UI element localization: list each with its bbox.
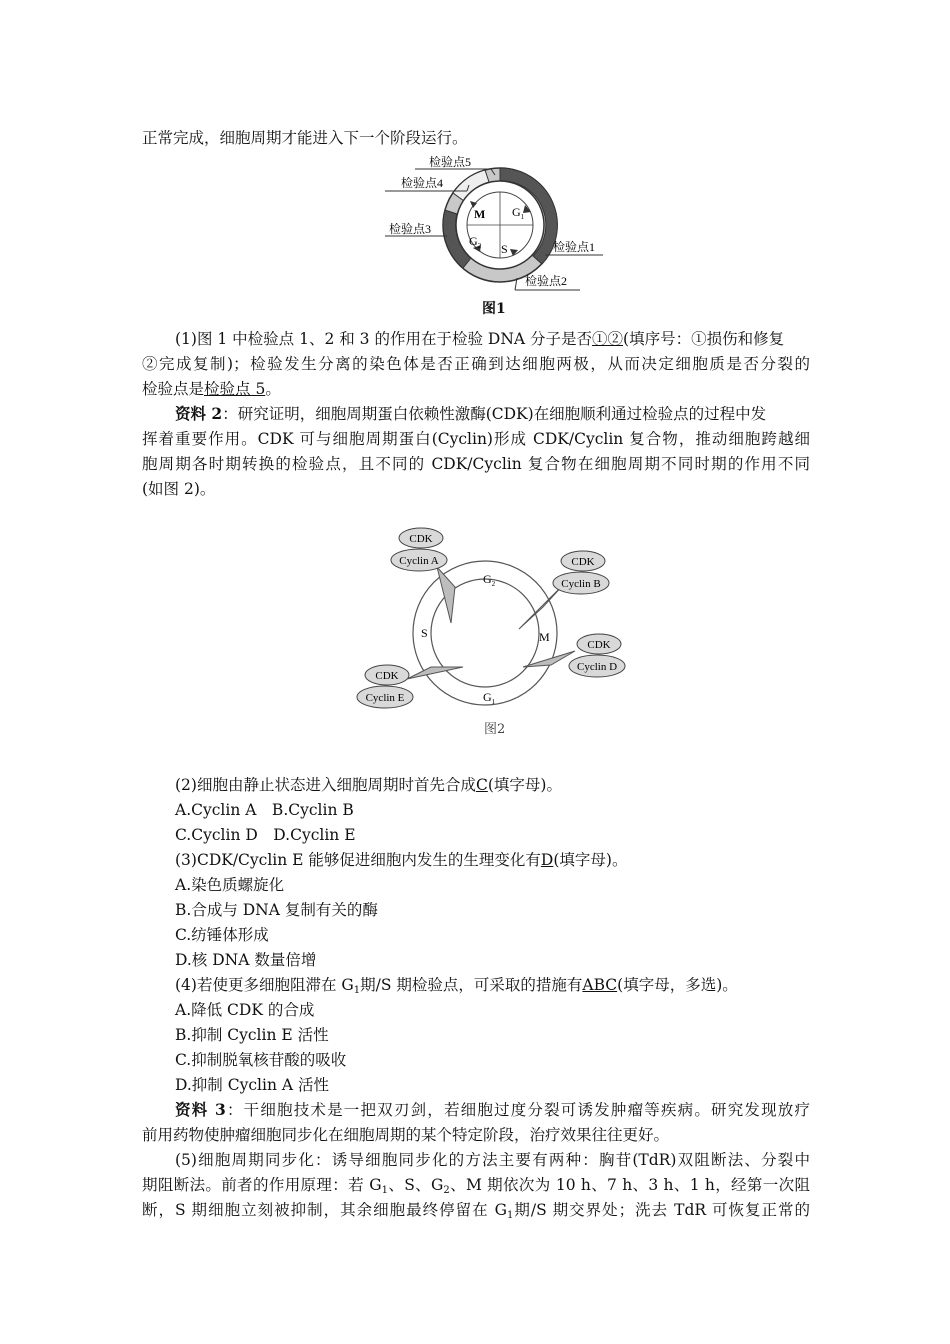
figure2-cdk-cyclin-diagram [355,525,645,715]
figure1-checkpoint-1: 检验点1 [553,240,596,254]
figure2-cdk-b: CDK [571,556,595,568]
figure1-checkpoint-5: 检验点5 [429,155,472,169]
figure2-phase-m: M [539,630,550,644]
q4-option-a: A.降低 CDK 的合成 [175,1001,315,1019]
q1-answer-1: ①② [592,330,624,348]
figure2-cyclin-e: Cyclin E [365,692,405,704]
q2-stem: (2)细胞由静止状态进入细胞周期时首先合成C(填字母)。 [175,776,562,794]
material2-line4: (如图 2)。 [142,480,216,498]
figure1-checkpoint-3: 检验点3 [389,222,432,236]
q3-option-a: A.染色质螺旋化 [175,876,285,894]
material3-line2: 前用药物使肿瘤细胞同步化在细胞周期的某个特定阶段，治疗效果往往更好。 [142,1126,670,1144]
material2-line1: 资料 2：研究证明，细胞周期蛋白依赖性激酶(CDK)在细胞顺利通过检验点的过程中发 [175,404,767,423]
q2-answer: C [475,776,488,794]
figure2-cdk-e: CDK [375,670,399,682]
figure1-checkpoint-2: 检验点2 [525,274,568,288]
q2-options-ab: A.Cyclin A B.Cyclin B [175,801,354,819]
q4-answer: ABC [582,976,618,994]
q1-line3: 检验点是检验点 5。 [142,380,281,398]
figure2-caption: 图2 [484,722,506,737]
material3-label: 资料 3 [175,1100,226,1119]
q1-line2: ②完成复制)；检验发生分离的染色体是否正确到达细胞两极，从而决定细胞质是否分裂的 [142,355,810,373]
intro-line: 正常完成，细胞周期才能进入下一个阶段运行。 [142,129,468,147]
figure2-wedge-cyclin-d [523,651,575,667]
figure2-cyclin-b: Cyclin B [561,578,601,590]
figure2-cdk-a: CDK [409,533,433,545]
figure2-phase-g1: $G_1$ [483,690,496,706]
q5-line2: 期阻断法。前者的作用原理：若 $G_1$、S、$G_2$、M 期依次为 10 h、7 h、3 h、1 h，经第一次阻 [142,1176,810,1196]
q2-options-cd: C.Cyclin D D.Cyclin E [175,826,356,844]
q3-option-d: D.核 DNA 数量倍增 [175,951,317,969]
figure1-phase-g2: $G_2$ [469,234,482,250]
q5-line1: (5)细胞周期同步化：诱导细胞同步化的方法主要有两种：胸苷(TdR)双阻断法、分裂中 [175,1151,810,1169]
figure1-phase-g1: $G_1$ [512,205,525,221]
q4-option-d: D.抑制 Cyclin A 活性 [175,1076,329,1094]
material3-line1: 资料 3：干细胞技术是一把双刃剑，若细胞过度分裂可诱发肿瘤等疾病。研究发现放疗 [175,1100,810,1119]
q4-stem: (4)若使更多细胞阻滞在 $G_1$期/S 期检验点，可采取的措施有ABC(填字母，多选)。 [175,976,738,996]
q3-answer: D [540,851,554,869]
material2-line3: 胞周期各时期转换的检验点，且不同的 CDK/Cyclin 复合物在细胞周期不同时期的作用不同 [142,455,810,473]
figure2-wedge-cyclin-a [437,567,455,623]
q5-line3: 断，S 期细胞立刻被抑制，其余细胞最终停留在 $G_1$期/S 期交界处；洗去 TdR 可恢复正常的 [142,1201,811,1221]
q3-stem: (3)CDK/Cyclin E 能够促进细胞内发生的生理变化有D(填字母)。 [175,851,628,869]
q3-option-b: B.合成与 DNA 复制有关的酶 [175,901,378,919]
material2-line2: 挥着重要作用。CDK 可与细胞周期蛋白(Cyclin)形成 CDK/Cyclin 复合物，推动细胞跨越细 [142,430,810,448]
q1-answer-2: 检验点 5 [204,380,266,398]
figure1-caption: 图1 [482,301,506,317]
q4-option-c: C.抑制脱氧核苷酸的吸收 [175,1051,347,1069]
figure2-phase-g2: $G_2$ [483,572,496,588]
q4-option-b: B.抑制 Cyclin E 活性 [175,1026,329,1044]
material2-label: 资料 2 [175,404,223,423]
figure1-phase-s: S [501,242,508,256]
figure2-cyclin-a: Cyclin A [399,555,439,567]
figure1-cell-cycle-diagram [385,150,620,298]
figure1-checkpoint-4: 检验点4 [401,176,444,190]
q3-option-c: C.纺锤体形成 [175,926,269,944]
figure2-phase-s: S [421,626,428,640]
figure1-phase-m: M [474,207,486,221]
q1-line1: (1)图 1 中检验点 1、2 和 3 的作用在于检验 DNA 分子是否①②(填序号：①损伤和修复 [175,330,785,348]
figure2-cdk-d: CDK [587,639,611,651]
figure2-cyclin-d: Cyclin D [576,661,618,673]
